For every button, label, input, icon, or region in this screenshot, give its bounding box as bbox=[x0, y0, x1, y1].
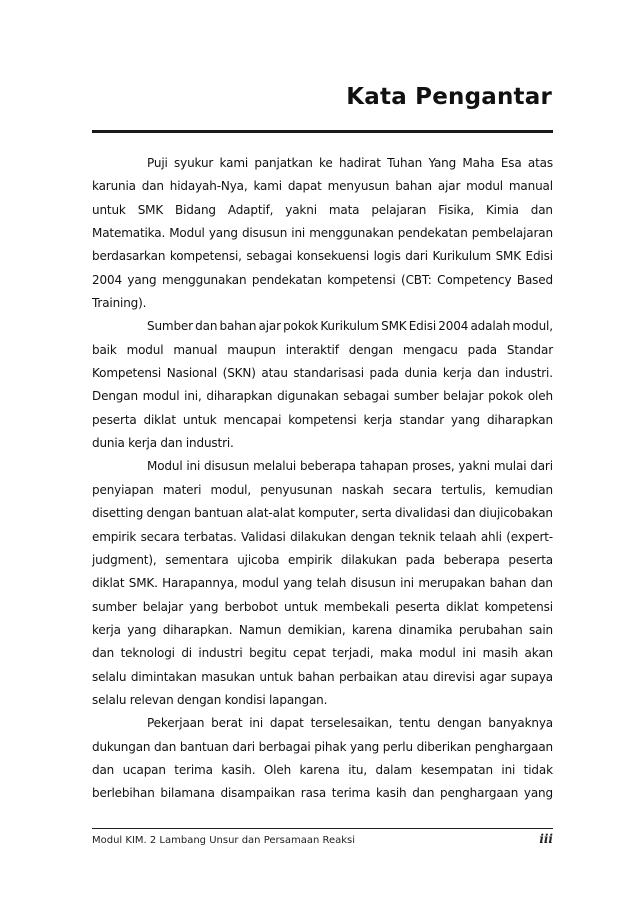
text-line: karunia dan hidayah-Nya, kami dapat menyusun bahan ajar modul manual bbox=[92, 179, 553, 194]
footer-divider bbox=[92, 828, 553, 829]
paragraph bbox=[92, 455, 553, 712]
footer-module-title: Modul KIM. 2 Lambang Unsur dan Persamaan Reaksi bbox=[92, 835, 356, 846]
text-line: peserta diklat untuk mencapai kompetensi kerja standar yang diharapkan bbox=[92, 412, 553, 427]
text-line: dan teknologi di industri begitu cepat terjadi, maka modul ini masih akan bbox=[92, 646, 553, 661]
text-line: kerja yang diharapkan. Namun demikian, karena dinamika perubahan sain bbox=[92, 622, 553, 637]
text-line: Training). bbox=[92, 296, 147, 311]
text-line: Dengan modul ini, diharapkan digunakan sebagai sumber belajar pokok oleh bbox=[92, 389, 553, 404]
text-line: baik modul manual maupun interaktif dengan mengacu pada Standar bbox=[92, 342, 553, 357]
text-line: Pekerjaan berat ini dapat terselesaikan, tentu dengan banyaknya bbox=[147, 716, 553, 731]
text-line: Puji syukur kami panjatkan ke hadirat Tuhan Yang Maha Esa atas bbox=[147, 156, 553, 170]
text-line: dukungan dan bantuan dari berbagai pihak yang perlu diberikan penghargaan bbox=[92, 739, 553, 754]
footer-page-number: iii bbox=[539, 832, 553, 846]
page-title: Kata Pengantar bbox=[346, 84, 552, 110]
text-line: diklat SMK. Harapannya, modul yang telah disusun ini merupakan bahan dan bbox=[92, 576, 553, 591]
paragraph bbox=[92, 152, 553, 315]
text-line: Sumber dan bahan ajar pokok Kurikulum SMK Edisi 2004 adalah modul, bbox=[147, 319, 553, 334]
text-line: Kompetensi Nasional (SKN) atau standarisasi pada dunia kerja dan industri. bbox=[92, 366, 553, 381]
text-line: selalu dimintakan masukan untuk bahan perbaikan atau direvisi agar supaya bbox=[92, 669, 553, 684]
text-line: berlebihan bilamana disampaikan rasa terima kasih dan penghargaan yang bbox=[92, 786, 553, 801]
text-line: selalu relevan dengan kondisi lapangan. bbox=[92, 692, 328, 707]
text-line: untuk SMK Bidang Adaptif, yakni mata pelajaran Fisika, Kimia dan bbox=[92, 202, 553, 217]
text-line: penyiapan materi modul, penyusunan naskah secara tertulis, kemudian bbox=[92, 482, 553, 497]
title-divider bbox=[92, 130, 553, 133]
paragraph bbox=[92, 712, 553, 805]
text-line: disetting dengan bantuan alat-alat komputer, serta divalidasi dan diujicobakan bbox=[92, 506, 553, 521]
text-line: dunia kerja dan industri. bbox=[92, 436, 234, 451]
text-line: judgment), sementara ujicoba empirik dilakukan pada beberapa peserta bbox=[92, 552, 553, 567]
text-line: sumber belajar yang berbobot untuk membekali peserta diklat kompetensi bbox=[92, 599, 553, 614]
text-line: 2004 yang menggunakan pendekatan kompetensi (CBT: Competency Based bbox=[92, 272, 553, 287]
text-line: berdasarkan kompetensi, sebagai konsekuensi logis dari Kurikulum SMK Edisi bbox=[92, 249, 553, 264]
document-body bbox=[92, 152, 553, 806]
text-line: Modul ini disusun melalui beberapa tahapan proses, yakni mulai dari bbox=[147, 459, 553, 474]
text-line: Matematika. Modul yang disusun ini menggunakan pendekatan pembelajaran bbox=[92, 226, 553, 241]
paragraph bbox=[92, 315, 553, 455]
text-line: empirik secara terbatas. Validasi dilakukan dengan teknik telaah ahli (expert- bbox=[92, 529, 553, 544]
text-line: dan ucapan terima kasih. Oleh karena itu, dalam kesempatan ini tidak bbox=[92, 762, 553, 777]
